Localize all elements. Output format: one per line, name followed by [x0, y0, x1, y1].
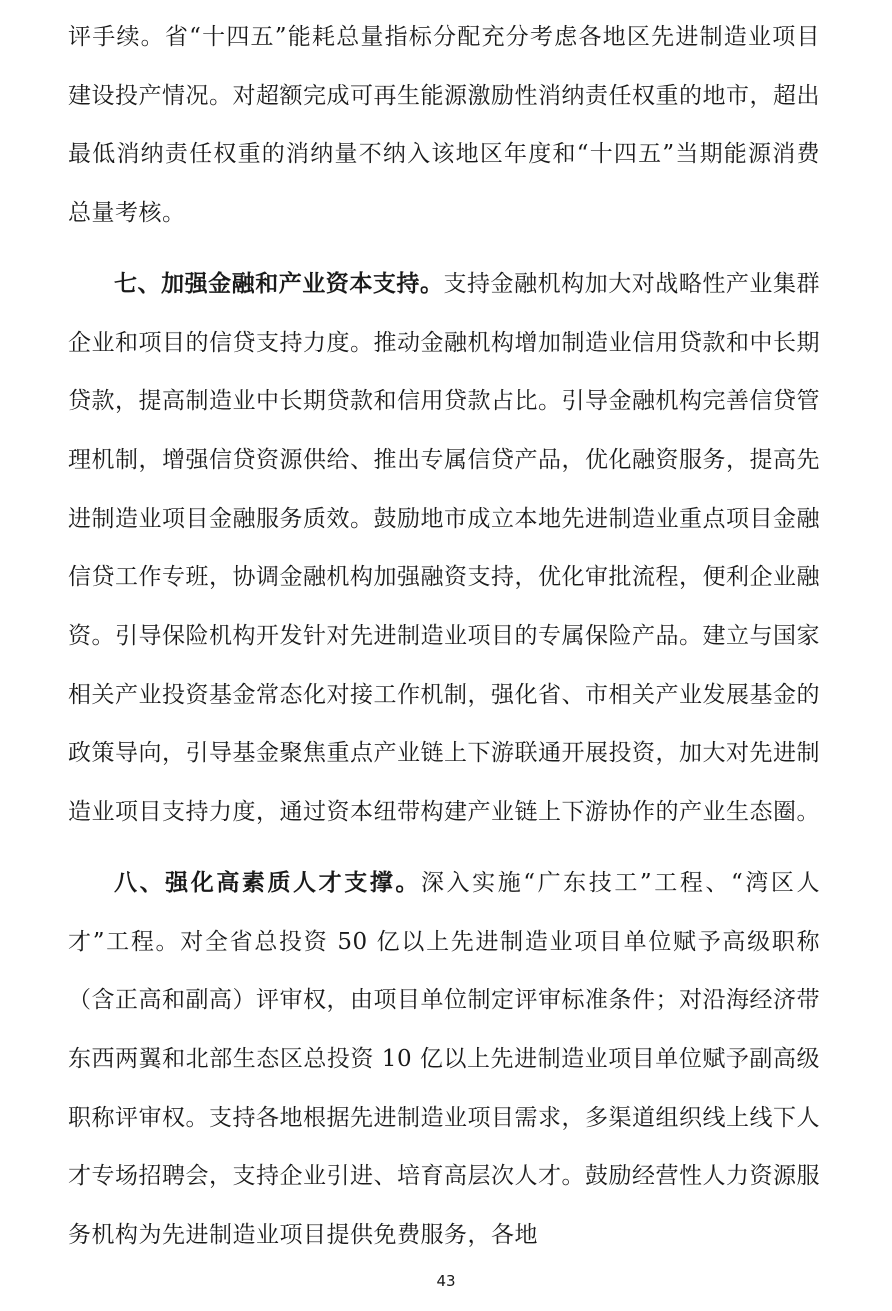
- paragraph-talent-support: [68, 854, 820, 1265]
- section-heading-8: 八、强化高素质人才支撑。: [114, 869, 421, 896]
- body-text: [68, 0, 820, 1265]
- paragraph-text: 深入实施“广东技工”工程、“湾区人才”工程。对全省总投资 50 亿以上先进制造业项目单位赋予高级职称（含正高和副高）评审权，由项目单位制定评审标准条件；对沿海经济带东西两翼和北部生态区总投资 10 亿以上先进制造业项目单位赋予副高级职称评审权。支持各地根据先进制造业项目需求，多渠道组织线上线下人才专场招聘会，支持企业引进、培育高层次人才。鼓励经营性人力资源服务机构为先进制造业项目提供免费服务，各地: [68, 869, 820, 1249]
- section-heading-7: 七、加强金融和产业资本支持。: [114, 270, 444, 297]
- paragraph-financial-support: [68, 255, 820, 842]
- page-number: 43: [436, 1272, 456, 1290]
- paragraph-text: 评手续。省“十四五”能耗总量指标分配充分考虑各地区先进制造业项目建设投产情况。对超额完成可再生能源激励性消纳责任权重的地市，超出最低消纳责任权重的消纳量不纳入该地区年度和“十四五”当期能源消费总量考核。: [68, 24, 820, 227]
- paragraph-text: 支持金融机构加大对战略性产业集群企业和项目的信贷支持力度。推动金融机构增加制造业信用贷款和中长期贷款，提高制造业中长期贷款和信用贷款占比。引导金融机构完善信贷管理机制，增强信贷资源供给、推出专属信贷产品，优化融资服务，提高先进制造业项目金融服务质效。鼓励地市成立本地先进制造业重点项目金融信贷工作专班，协调金融机构加强融资支持，优化审批流程，便利企业融资。引导保险机构开发针对先进制造业项目的专属保险产品。建立与国家相关产业投资基金常态化对接工作机制，强化省、市相关产业发展基金的政策导向，引导基金聚焦重点产业链上下游联通开展投资，加大对先进制造业项目支持力度，通过资本纽带构建产业链上下游协作的产业生态圈。: [68, 270, 821, 826]
- paragraph-continuation: [68, 0, 820, 243]
